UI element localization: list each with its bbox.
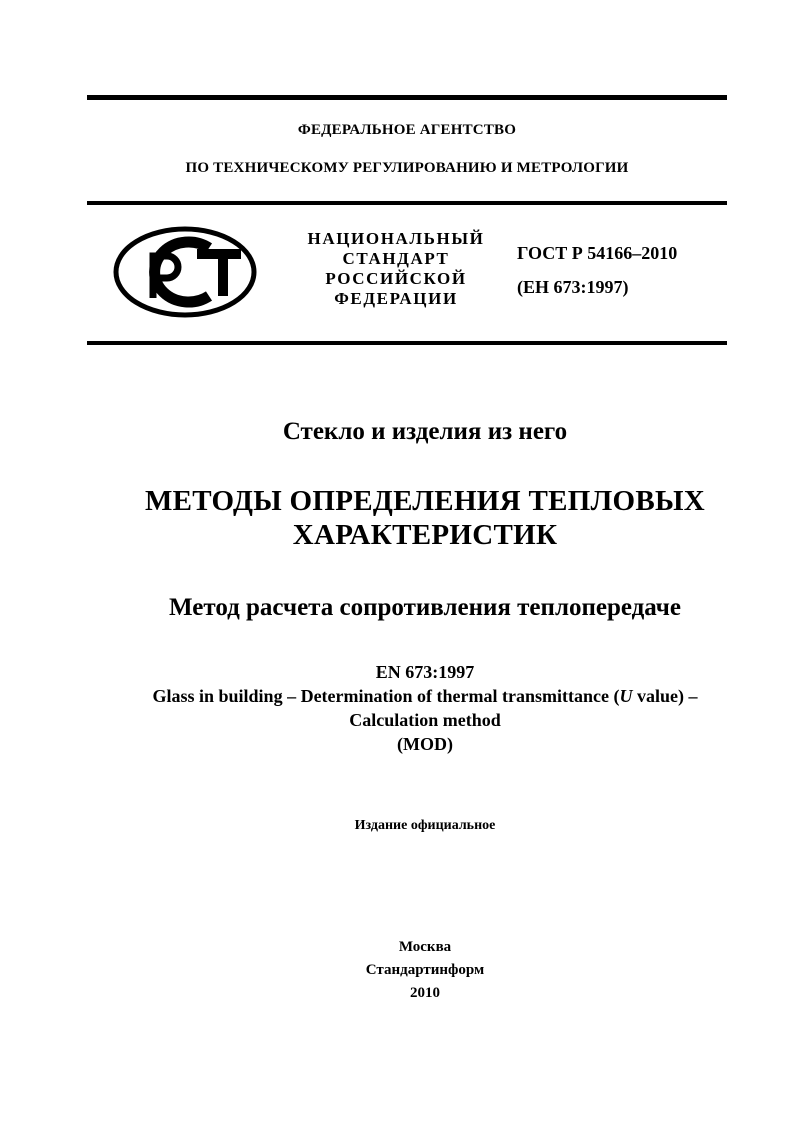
en-standard-block xyxy=(60,660,790,756)
agency-line-1: ФЕДЕРАЛЬНОЕ АГЕНТСТВО xyxy=(297,122,517,138)
gost-designation xyxy=(517,236,677,304)
document-subtitle: Стекло и изделия из него xyxy=(282,418,568,445)
header-rule xyxy=(87,201,727,205)
main-title-line-2: ХАРАКТЕРИСТИК xyxy=(292,519,558,551)
standard-block-rule xyxy=(87,341,727,345)
en-reference: (EH 673:1997) xyxy=(517,277,629,297)
imprint-city: Москва xyxy=(398,939,452,955)
method-title: Метод расчета сопротивления теплопередаче xyxy=(169,594,681,621)
en-title-line-1 xyxy=(60,684,790,708)
edition-note: Издание официальное xyxy=(354,818,496,833)
agency-line-2: ПО ТЕХНИЧЕСКОМУ РЕГУЛИРОВАНИЮ И МЕТРОЛОГИИ xyxy=(185,160,629,176)
en-modification-note: (MOD) xyxy=(397,734,453,754)
document-main-title xyxy=(60,484,790,552)
national-standard-line: НАЦИОНАЛЬНЫЙ xyxy=(307,229,485,248)
en-title-u-symbol: U xyxy=(619,686,633,706)
gost-number: ГОСТ Р 54166–2010 xyxy=(517,243,678,263)
imprint xyxy=(60,936,790,1005)
rst-logo-icon xyxy=(113,226,257,318)
en-title-text: Glass in building – Determination of thermal transmittance ( xyxy=(152,686,620,706)
en-code: EN 673:1997 xyxy=(375,662,475,682)
national-standard-line: СТАНДАРТ xyxy=(342,249,450,268)
en-title-line-2: Calculation method xyxy=(349,710,501,730)
national-standard-line: ФЕДЕРАЦИИ xyxy=(334,289,458,308)
main-title-line-1: МЕТОДЫ ОПРЕДЕЛЕНИЯ ТЕПЛОВЫХ xyxy=(144,485,706,517)
imprint-publisher: Стандартинформ xyxy=(365,962,485,978)
imprint-year: 2010 xyxy=(410,985,440,1001)
en-title-text: value) – xyxy=(632,686,698,706)
national-standard-label xyxy=(298,229,494,309)
national-standard-line: РОССИЙСКОЙ xyxy=(325,269,467,288)
top-rule xyxy=(87,95,727,100)
